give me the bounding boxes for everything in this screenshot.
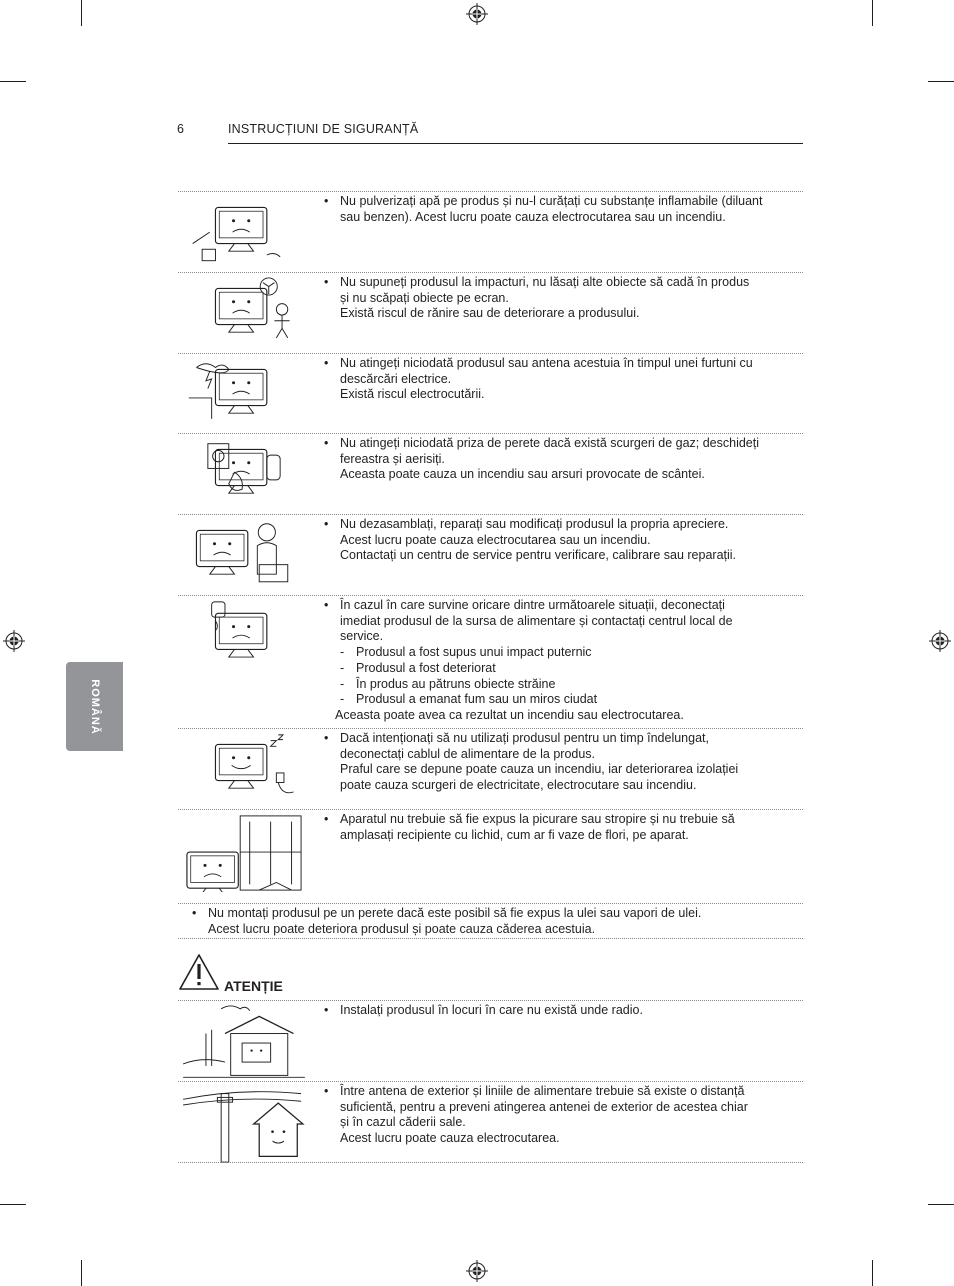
warning-row xyxy=(178,514,803,596)
caution-label: ATENȚIE xyxy=(224,978,283,994)
registration-mark-icon xyxy=(466,1260,488,1282)
warning-text xyxy=(324,356,784,403)
warning-row xyxy=(178,272,803,354)
dash-item: - Produsul a fost supus unui impact puternic xyxy=(324,645,784,661)
warning-row xyxy=(178,433,803,515)
gas-leak-socket-illustration xyxy=(180,438,308,521)
text-line: Praful care se depune poate cauza un incendiu, iar deteriorarea izolației xyxy=(340,762,739,777)
warning-row xyxy=(178,595,803,729)
crop-mark xyxy=(81,1260,82,1286)
text-line: Aceasta poate avea ca rezultat un incendiu sau electrocutarea. xyxy=(335,707,684,722)
crop-mark xyxy=(928,81,954,82)
warning-text xyxy=(324,275,784,322)
warning-text xyxy=(324,517,784,564)
tv-sleeping-unplug-illustration xyxy=(180,733,308,816)
antenna-power-line-illustration xyxy=(180,1086,308,1169)
dash-item: - Produsul a emanat fum sau un miros ciudat xyxy=(324,692,784,708)
dash-item: - În produs au pătruns obiecte străine xyxy=(324,677,784,693)
wide-note-line: Acest lucru poate deteriora produsul și poate cauza căderea acestuia. xyxy=(208,921,596,936)
text-line: descărcări electrice. xyxy=(340,371,452,386)
tv-lightning-storm-illustration xyxy=(180,358,308,441)
crop-mark xyxy=(928,1204,954,1205)
warning-row xyxy=(178,1000,803,1082)
bullet-item: • În cazul în care survine oricare dintre următoarele situații, deconectați xyxy=(324,598,784,614)
bullet-item: • Aparatul nu trebuie să fie expus la picurare sau stropire și nu trebuie să xyxy=(324,812,784,828)
page-number: 6 xyxy=(177,122,184,136)
text-line: service. xyxy=(340,629,384,644)
warning-row xyxy=(178,809,803,904)
warning-text xyxy=(324,1084,784,1147)
warning-row xyxy=(178,728,803,810)
bullet-item: • Nu atingeți niciodată produsul sau antena acestuia în timpul unei furtuni cu xyxy=(324,356,784,372)
registration-mark-icon xyxy=(466,3,488,25)
text-line: imediat produsul de la sursa de alimentare și contactați centrul local de xyxy=(340,613,733,628)
crop-mark xyxy=(872,1260,873,1286)
warning-text xyxy=(324,731,784,794)
caution-heading xyxy=(178,953,378,993)
bullet-item: • Nu pulverizați apă pe produs și nu-l curățați cu substanțe inflamabile (diluant xyxy=(324,194,784,210)
text-line: Există riscul de rănire sau de deteriorare a produsului. xyxy=(340,306,640,321)
warning-triangle-icon xyxy=(178,953,220,991)
crop-mark xyxy=(0,1204,26,1205)
text-line: Contactați un centru de service pentru verificare, calibrare sau reparații. xyxy=(340,548,737,563)
text-line: suficientă, pentru a preveni atingerea antenei de exterior de acestea chiar xyxy=(340,1099,748,1114)
language-tab-label: ROMÂNĂ xyxy=(88,678,101,735)
text-line: Există riscul electrocutării. xyxy=(340,387,485,402)
warning-text xyxy=(324,812,784,843)
crop-mark xyxy=(81,0,82,26)
text-line: Acest lucru poate cauza electrocutarea sau un incendiu. xyxy=(340,532,651,547)
crop-mark xyxy=(872,0,873,26)
divider xyxy=(178,1162,803,1163)
warning-text xyxy=(324,194,784,225)
text-line: Acest lucru poate cauza electrocutarea. xyxy=(340,1131,560,1146)
bullet-item: • Între antena de exterior și liniile de alimentare trebuie să existe o distanță xyxy=(324,1084,784,1100)
house-antenna-radio-illustration xyxy=(180,1005,308,1088)
text-line: și în cazul căderii sale. xyxy=(340,1115,466,1130)
warning-row xyxy=(178,1081,803,1163)
dash-item: - Produsul a fost deteriorat xyxy=(324,661,784,677)
text-line: amplasați recipiente cu lichid, cum ar fi vaze de flori, pe aparat. xyxy=(340,827,689,842)
tv-damaged-illustration xyxy=(180,600,308,683)
warning-row xyxy=(178,353,803,434)
page-title: INSTRUCȚIUNI DE SIGURANȚĂ xyxy=(228,122,419,136)
bullet-item: • Nu supuneți produsul la impacturi, nu lăsați alte obiecte să cadă în produs xyxy=(324,275,784,291)
warning-text xyxy=(324,436,784,483)
crop-mark xyxy=(0,81,26,82)
divider xyxy=(178,938,803,939)
text-line: Aceasta poate cauza un incendiu sau arsuri provocate de scântei. xyxy=(340,467,705,482)
registration-mark-icon xyxy=(3,630,25,652)
text-line: deconectați cablul de alimentare de la produs. xyxy=(340,746,596,761)
wide-note-line: • Nu montați produsul pe un perete dacă este posibil să fie expus la ulei sau vapori de ulei. xyxy=(192,906,792,922)
tv-disassemble-illustration xyxy=(180,519,308,602)
tv-spray-water-illustration xyxy=(180,196,308,279)
warning-row xyxy=(178,191,803,273)
text-line: sau benzen). Acest lucru poate cauza electrocutarea sau un incendiu. xyxy=(340,209,726,224)
tv-window-liquid-illustration xyxy=(180,814,308,897)
bullet-item: • Dacă intenționați să nu utilizați produsul pentru un timp îndelungat, xyxy=(324,731,784,747)
text-line: și nu scăpați obiecte pe ecran. xyxy=(340,290,509,305)
bullet-item: • Instalați produsul în locuri în care nu există unde radio. xyxy=(324,1003,784,1019)
bullet-item: • Nu atingeți niciodată priza de perete dacă există scurgeri de gaz; deschideți xyxy=(324,436,784,452)
wide-note-text xyxy=(192,906,792,937)
header-rule xyxy=(228,143,803,144)
bullet-item: • Nu dezasamblați, reparați sau modificați produsul la propria apreciere. xyxy=(324,517,784,533)
warning-text xyxy=(324,1003,784,1019)
tv-impact-ball-illustration xyxy=(180,277,308,360)
wide-note-row xyxy=(178,903,803,939)
text-line: fereastra și aerisiți. xyxy=(340,451,445,466)
language-tab xyxy=(66,662,123,751)
warning-text xyxy=(324,598,784,724)
text-line: poate cauza scurgeri de electricitate, electrocutare sau incendiu. xyxy=(340,778,697,793)
registration-mark-icon xyxy=(929,630,951,652)
